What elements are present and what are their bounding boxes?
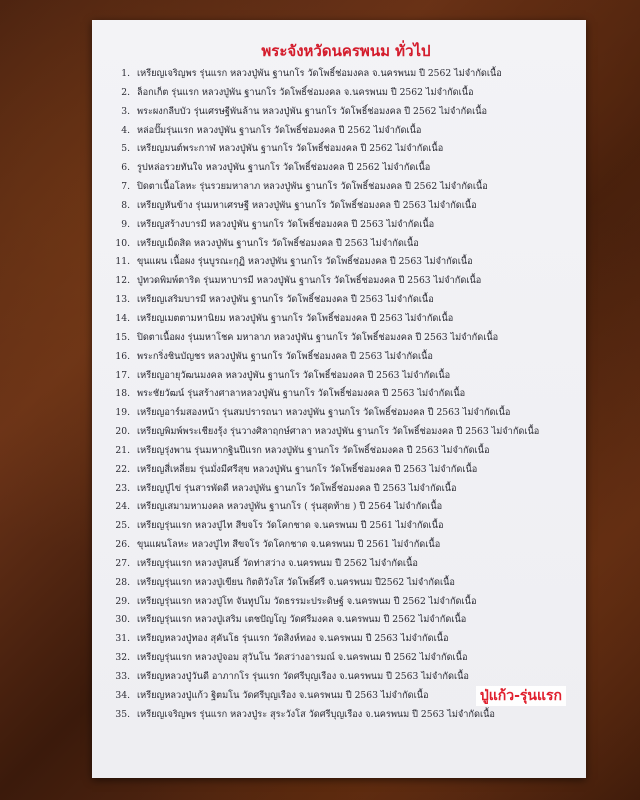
- list-item-number: 6.: [121, 162, 130, 174]
- list-item: [110, 424, 572, 443]
- list-item-number: 16.: [115, 350, 130, 362]
- list-item-number: 26.: [115, 539, 130, 551]
- list-item-number: 12.: [115, 275, 130, 287]
- list-item-text: เหรียญปู่ไข่ รุ่นสารพัดดี หลวงปู่พัน ฐานกโร วัดโพธิ์ช่อมงคล ปี 2563 ไม่จำกัดเนื้อ: [137, 482, 457, 494]
- list-item: [110, 311, 572, 330]
- list-item-text: ล็อกเก็ต รุ่นแรก หลวงปู่พัน ฐานกโร วัดโพธิ์ช่อมงคล จ.นครพนม ปี 2562 ไม่จำกัดเนื้อ: [137, 86, 474, 98]
- list-item: [110, 198, 572, 217]
- list-item: [110, 217, 572, 236]
- list-item-number: 32.: [115, 652, 130, 664]
- list-item-number: 19.: [115, 407, 130, 419]
- list-item-text: เหรียญรุ่งพาน รุ่นมหากฐินปีแรก หลวงปู่พัน ฐานกโร วัดโพธิ์ช่อมงคล ปี 2563 ไม่จำกัดเนื้อ: [137, 444, 490, 456]
- list-item-text: เหรียญรุ่นแรก หลวงปู่จอม สุวันโน วัดสว่างอารมณ์ จ.นครพนม ปี 2562 ไม่จำกัดเนื้อ: [137, 652, 468, 664]
- list-item: [110, 141, 572, 160]
- list-item-text: ปิดตาเนื้อโลหะ รุ่นรวยมหาลาภ หลวงปู่พัน ฐานกโร วัดโพธิ์ช่อมงคล ปี 2562 ไม่จำกัดเนื้อ: [137, 181, 488, 193]
- list-item: [110, 650, 572, 669]
- list-item: [110, 612, 572, 631]
- list-item: [110, 254, 572, 273]
- list-item-number: 30.: [115, 614, 130, 626]
- list-item-text: เหรียญมนต์พระกาฬ หลวงปู่พัน ฐานกโร วัดโพธิ์ช่อมงคล ปี 2562 ไม่จำกัดเนื้อ: [137, 143, 444, 155]
- list-item: [110, 330, 572, 349]
- list-item-number: 9.: [121, 218, 130, 230]
- list-item-number: 1.: [121, 68, 130, 79]
- list-item: [110, 556, 572, 575]
- list-item-number: 25.: [115, 520, 130, 532]
- list-item: [110, 66, 572, 85]
- list-item-number: 29.: [115, 595, 130, 607]
- list-item-number: 17.: [115, 369, 130, 381]
- list-item: [110, 443, 572, 462]
- list-item-text: เหรียญสี่เหลี่ยม รุ่นมั่งมีศรีสุข หลวงปู่พัน ฐานกโร วัดโพธิ์ช่อมงคล ปี 2563 ไม่จำกัดเนื้อ: [137, 463, 478, 475]
- list-item-text: เหรียญเมตตามหานิยม หลวงปู่พัน ฐานกโร วัดโพธิ์ช่อมงคล ปี 2563 ไม่จำกัดเนื้อ: [137, 312, 454, 324]
- list-item: [110, 349, 572, 368]
- list-item-number: 15.: [115, 331, 130, 343]
- list-item: [110, 160, 572, 179]
- list-item: [110, 273, 572, 292]
- list-item-text: เหรียญรุ่นแรก หลวงปู่โท จันทูปโม วัดธรรมะประดิษฐ์ จ.นครพนม ปี 2562 ไม่จำกัดเนื้อ: [137, 595, 477, 607]
- list-item: [110, 85, 572, 104]
- list-item-text: เหรียญเสริมบารมี หลวงปู่พัน ฐานกโร วัดโพธิ์ช่อมงคล ปี 2563 ไม่จำกัดเนื้อ: [137, 294, 434, 306]
- list-item-text: เหรียญสร้างบารมี หลวงปู่พัน ฐานกโร วัดโพธิ์ช่อมงคล ปี 2563 ไม่จำกัดเนื้อ: [137, 218, 435, 230]
- list-item: [110, 405, 572, 424]
- list-item-number: 10.: [115, 237, 130, 249]
- list-item: [110, 518, 572, 537]
- list-item-text: หล่อปั๊มรุ่นแรก หลวงปู่พัน ฐานกโร วัดโพธิ์ช่อมงคล ปี 2562 ไม่จำกัดเนื้อ: [137, 124, 422, 136]
- list-item-number: 18.: [115, 388, 130, 400]
- list-item-text: ปิดตาเนื้อผง รุ่นมหาโชค มหาลาภ หลวงปู่พัน ฐานกโร วัดโพธิ์ช่อมงคล ปี 2563 ไม่จำกัดเนื้อ: [137, 331, 499, 343]
- list-item-number: 2.: [121, 86, 130, 98]
- list-item-text: เหรียญอายุวัฒนมงคล หลวงปู่พัน ฐานกโร วัดโพธิ์ช่อมงคล ปี 2563 ไม่จำกัดเนื้อ: [137, 369, 451, 381]
- list-item-text: เหรียญเม็ดสิด หลวงปู่พัน ฐานกโร วัดโพธิ์ช่อมงคล ปี 2563 ไม่จำกัดเนื้อ: [137, 237, 419, 249]
- list-item-number: 31.: [115, 633, 130, 645]
- page-title: พระจังหวัดนครพนม ทั่วไป: [261, 42, 431, 60]
- list-item-number: 4.: [121, 124, 130, 136]
- list-item-number: 11.: [115, 256, 130, 268]
- list-item-number: 27.: [115, 557, 130, 569]
- list-item-text: ขุนแผน เนื้อผง รุ่นบูรณะกุฏิ หลวงปู่พัน ฐานกโร วัดโพธิ์ช่อมงคล ปี 2563 ไม่จำกัดเนื้อ: [137, 256, 473, 268]
- list-item: [110, 631, 572, 650]
- list-item-number: 35.: [115, 708, 130, 720]
- list-item-number: 23.: [115, 482, 130, 494]
- list-item-number: 34.: [115, 689, 130, 701]
- list-item: [110, 594, 572, 613]
- list-item-number: 14.: [115, 312, 130, 324]
- paper-sheet: [92, 20, 586, 778]
- list-item-text: เหรียญเสมามหามงคล หลวงปู่พัน ฐานกโร ( รุ่นสุดท้าย ) ปี 2564 ไม่จำกัดเนื้อ: [137, 501, 443, 513]
- list-item-text: ขุนแผนโลหะ หลวงปู่ไท สีขจโร วัดโคกชาด จ.นครพนม ปี 2561 ไม่จำกัดเนื้อ: [137, 539, 441, 551]
- list-item: [110, 386, 572, 405]
- list-item-number: 8.: [121, 199, 130, 211]
- list-item: [110, 123, 572, 142]
- list-item-text: เหรียญเจริญพร รุ่นแรก หลวงปู่พัน ฐานกโร วัดโพธิ์ช่อมงคล จ.นครพนม ปี 2562 ไม่จำกัดเนื้อ: [137, 68, 502, 79]
- list-item-number: 24.: [115, 501, 130, 513]
- list-item-text: เหรียญเจริญพร รุ่นแรก หลวงปู่ระ สุระวังโส วัดศรีบุญเรือง จ.นครพนม ปี 2563 ไม่จำกัดเนื้อ: [137, 708, 495, 720]
- list-item: [110, 104, 572, 123]
- list-item-text: เหรียญหันข้าง รุ่นมหาเศรษฐี หลวงปู่พัน ฐานกโร วัดโพธิ์ช่อมงคล ปี 2563 ไม่จำกัดเนื้อ: [137, 199, 477, 211]
- list-item-text: เหรียญอาร์มสองหน้า รุ่นสมปรารถนา หลวงปู่พัน ฐานกโร วัดโพธิ์ช่อมงคล ปี 2563 ไม่จำกัดเนื้อ: [137, 407, 511, 419]
- list-item-text: เหรียญหลวงปู่วันดี อาภากโร รุ่นแรก วัดศรีบุญเรือง จ.นครพนม ปี 2563 ไม่จำกัดเนื้อ: [137, 671, 469, 682]
- list-item-text: เหรียญรุ่นแรก หลวงปู่เขียน กิตติวังโส วัดโพธิ์ศรี จ.นครพนม ปี2562 ไม่จำกัดเนื้อ: [137, 576, 455, 588]
- list-item-number: 7.: [121, 181, 130, 193]
- list-item: [110, 499, 572, 518]
- list-item: [110, 236, 572, 255]
- signature-label: ปู่แก้ว-รุ่นแรก: [476, 686, 566, 706]
- list-item-number: 21.: [115, 444, 130, 456]
- list-item-text: เหรียญรุ่นแรก หลวงปู่ไท สีขจโร วัดโคกชาด จ.นครพนม ปี 2561 ไม่จำกัดเนื้อ: [137, 520, 444, 532]
- list-item: [110, 368, 572, 387]
- list-item-number: 33.: [115, 671, 130, 682]
- list-item-text: รูปหล่อรวยทันใจ หลวงปู่พัน ฐานกโร วัดโพธิ์ช่อมงคล ปี 2562 ไม่จำกัดเนื้อ: [137, 162, 431, 174]
- list-item-text: พระกริ่งชินบัญชร หลวงปู่พัน ฐานกโร วัดโพธิ์ช่อมงคล ปี 2563 ไม่จำกัดเนื้อ: [137, 350, 433, 362]
- list-item-number: 3.: [121, 105, 130, 117]
- list-item-text: พระชัยวัฒน์ รุ่นสร้างศาลาหลวงปู่พัน ฐานกโร วัดโพธิ์ช่อมงคล ปี 2563 ไม่จำกัดเนื้อ: [137, 388, 466, 400]
- list-item-text: เหรียญหลวงปู่แก้ว ฐิตมโน วัดศรีบุญเรือง จ.นครพนม ปี 2563 ไม่จำกัดเนื้อ: [137, 689, 429, 701]
- list-item: [110, 707, 572, 726]
- list-item-number: 22.: [115, 463, 130, 475]
- list-item-text: ปู่ทวดพิมพ์ตาริด รุ่นมหาบารมี หลวงปู่พัน ฐานกโร วัดโพธิ์ช่อมงคล ปี 2563 ไม่จำกัดเนื้อ: [137, 275, 482, 287]
- list-item-number: 20.: [115, 426, 130, 438]
- list-item: [110, 179, 572, 198]
- list-item-text: พระผงกลีบบัว รุ่นเศรษฐีพันล้าน หลวงปู่พัน ฐานกโร วัดโพธิ์ช่อมงคล ปี 2562 ไม่จำกัดเนื้อ: [137, 105, 488, 117]
- list-item: [110, 292, 572, 311]
- item-list: [110, 66, 572, 726]
- list-item-text: เหรียญหลวงปู่ทอง สุคันโธ รุ่นแรก วัดสิงห์ทอง จ.นครพนม ปี 2563 ไม่จำกัดเนื้อ: [137, 633, 449, 645]
- list-item: [110, 537, 572, 556]
- list-item-text: เหรียญรุ่นแรก หลวงปู่เสริม เตชปัญโญ วัดศรีมงคล จ.นครพนม ปี 2562 ไม่จำกัดเนื้อ: [137, 614, 467, 626]
- list-item-text: เหรียญรุ่นแรก หลวงปู่สนธิ์ วัดท่าสว่าง จ.นครพนม ปี 2562 ไม่จำกัดเนื้อ: [137, 557, 418, 569]
- list-item-number: 5.: [121, 143, 130, 155]
- list-item-text: เหรียญพิมพ์พระเชียงรุ้ง รุ่นวางศิลาฤกษ์ศาลา หลวงปู่พัน ฐานกโร วัดโพธิ์ช่อมงคล ปี 2563 ไม่จำกัดเนื้อ: [137, 426, 540, 438]
- list-item: [110, 575, 572, 594]
- list-item-number: 13.: [115, 294, 130, 306]
- list-item-number: 28.: [115, 576, 130, 588]
- list-item: [110, 462, 572, 481]
- list-item: [110, 481, 572, 500]
